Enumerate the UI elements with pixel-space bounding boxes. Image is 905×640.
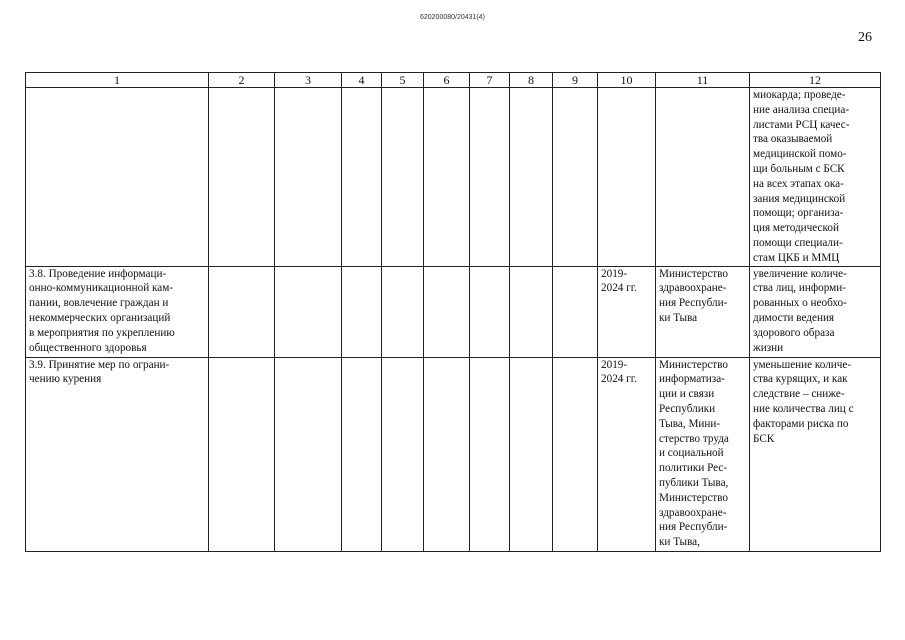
cell-period: 2019- 2024 гг. — [598, 357, 656, 551]
cell-activity: 3.9. Принятие мер по ограни- чению курения — [26, 357, 209, 551]
cell-activity — [26, 88, 209, 267]
table-row — [26, 88, 881, 267]
cell-period — [598, 88, 656, 267]
cell-period: 2019- 2024 гг. — [598, 266, 656, 357]
col-header-10: 10 — [598, 73, 656, 88]
col-header-4: 4 — [342, 73, 382, 88]
col-header-5: 5 — [382, 73, 424, 88]
col-header-2: 2 — [209, 73, 275, 88]
cell-responsible — [656, 88, 750, 267]
header-row — [26, 73, 881, 88]
col-header-6: 6 — [424, 73, 470, 88]
cell-result: увеличение количе- ства лиц, информи- рованных о необхо- димости ведения здорового образа жизни — [750, 266, 881, 357]
cell-responsible: Министерство информатиза- ции и связи Республики Тыва, Мини- стерство труда и социальной политики Рес- публики Тыва, Министерство здравоохране- ния Республи- ки Тыва, — [656, 357, 750, 551]
col-header-8: 8 — [510, 73, 553, 88]
col-header-3: 3 — [275, 73, 342, 88]
table-row — [26, 357, 881, 551]
col-header-1: 1 — [26, 73, 209, 88]
cell-responsible: Министерство здравоохране- ния Республи- ки Тыва — [656, 266, 750, 357]
cell-result: уменьшение количе- ства курящих, и как следствие – сниже- ние количества лиц с факторами риска по БСК — [750, 357, 881, 551]
page-number: 26 — [858, 30, 872, 45]
program-table — [25, 72, 881, 552]
cell-activity: 3.8. Проведение информаци- онно-коммуникационной кам- пании, вовлечение граждан и некоммерческих организаций в мероприятия по укреплению общественного здоровья — [26, 266, 209, 357]
table-row — [26, 266, 881, 357]
document-id: 620200080/20431(4) — [419, 14, 485, 21]
col-header-12: 12 — [750, 73, 881, 88]
col-header-9: 9 — [553, 73, 598, 88]
cell-result: миокарда; проведе- ние анализа специа- листами РСЦ качес- тва оказываемой медицинской помо- щи больным с БСК на всех этапах ока- зания медицинской помощи; организа- ция методической помощи специали- стам ЦКБ и ММЦ — [750, 88, 881, 267]
col-header-11: 11 — [656, 73, 750, 88]
col-header-7: 7 — [470, 73, 510, 88]
